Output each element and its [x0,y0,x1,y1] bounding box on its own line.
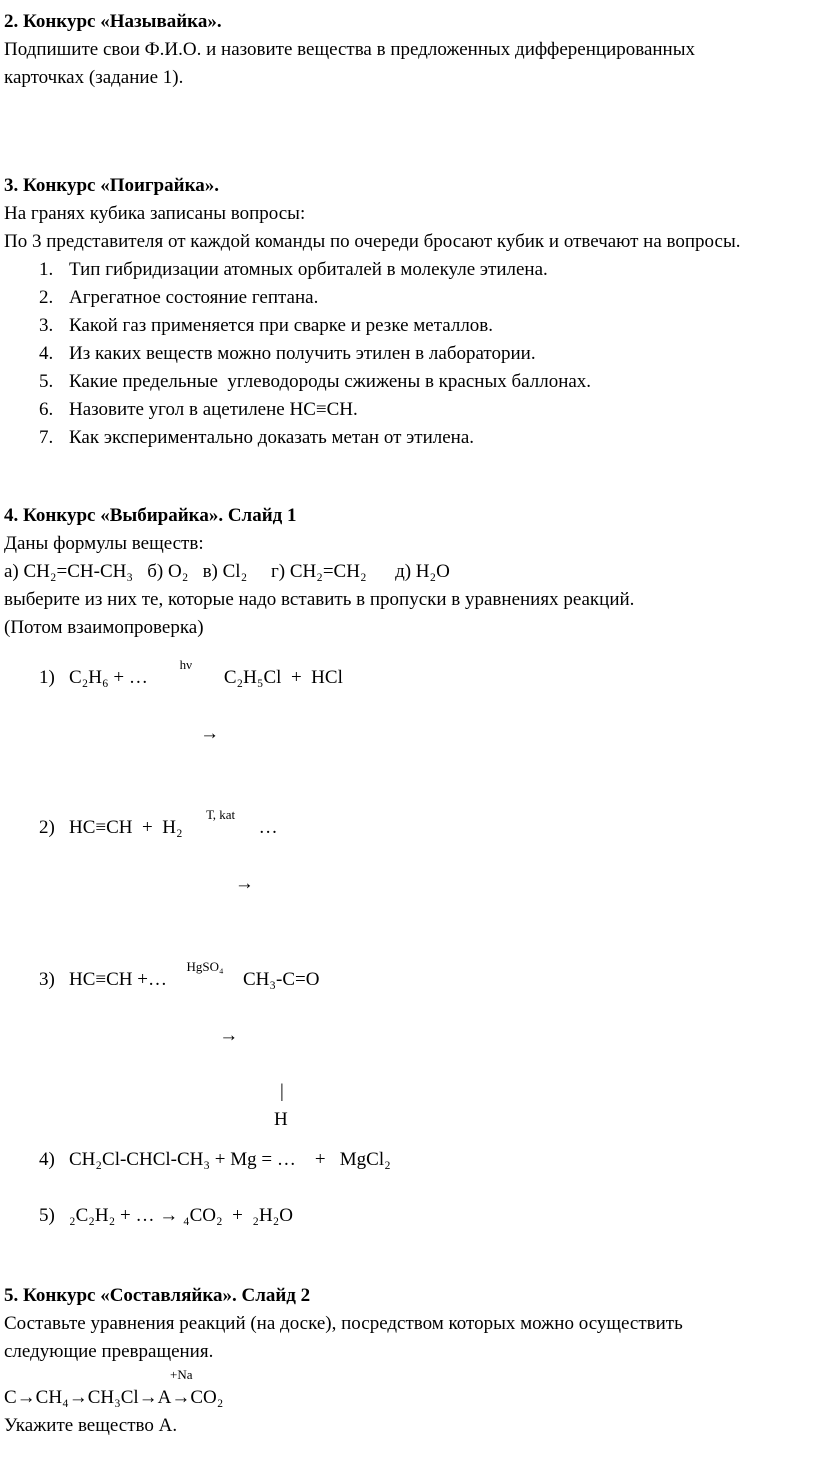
section4-heading: 4. Конкурс «Выбирайка». Слайд 1 [4,505,297,526]
question-number: 2. [39,287,54,308]
formula-options: а) CH₂=CH-CH₃ б) O₂ в) Cl₂ г) CH₂=CH₂ д) H₂O [4,561,450,582]
reaction-reagents: HC≡CH + H₂ [69,817,188,838]
section-2 [4,8,772,92]
question-text: Назовите угол в ацетилене НС≡СН. [69,399,358,420]
question-text: Тип гибридизации атомных орбиталей в молекуле этилена. [69,259,548,280]
section5-footer: Укажите вещество А. [4,1415,178,1436]
arrow-icon: → [200,723,220,744]
reaction-line [4,1146,772,1174]
reaction-line [4,958,772,1078]
transformation-chain: C→CH₄→CH₃Cl→А→CO₂ [4,1387,224,1408]
section3-intro2: По 3 представителя от каждой команды по очереди бросают кубик и отвечают на вопросы. [4,231,741,252]
section-4 [4,502,772,1230]
reaction-arrow-wrap [187,806,254,926]
question-number: 3. [39,315,54,336]
reaction-reagents: HC≡CH +… [69,969,172,990]
reaction-4 [4,1146,772,1174]
condition-label: hν [179,656,193,672]
section3-intro1: На гранях кубика записаны вопросы: [4,203,306,224]
question-number: 5. [39,371,54,392]
reaction-5 [4,1202,772,1230]
question-text: Какой газ применяется при сварке и резке металлов. [69,315,494,336]
reaction-number: 1) [39,667,55,688]
question-item [4,284,772,312]
question-number: 7. [39,427,54,448]
question-list [4,256,772,452]
question-item [4,340,772,368]
question-item [4,396,772,424]
section5-heading: 5. Конкурс «Составляйка». Слайд 2 [4,1285,311,1306]
arrow-icon: → [219,1025,239,1046]
question-number: 6. [39,399,54,420]
question-item [4,312,772,340]
reaction-1 [4,656,772,776]
reaction-products: … [253,817,278,838]
reaction-3 [4,958,772,1134]
condition-label: +Na [170,1367,193,1382]
reaction-number: 2) [39,817,55,838]
question-item [4,368,772,396]
arrow-icon: → [234,873,254,894]
reaction-number: 3) [39,969,55,990]
reaction-number: 4) [39,1149,55,1170]
bond-line: | [280,1081,284,1102]
section3-heading: 3. Конкурс «Поиграйка». [4,175,219,196]
section4-note: (Потом взаимопроверка) [4,617,204,638]
section5-body: Составьте уравнения реакций (на доске), посредством которых можно осуществить следующие превращения. [4,1313,688,1362]
reaction-arrow-wrap [172,958,239,1078]
question-text: Какие предельные углеводороды сжижены в красных баллонах. [69,371,592,392]
question-number: 4. [39,343,54,364]
question-item [4,256,772,284]
reaction-line [4,656,772,776]
section2-body: Подпишите свои Ф.И.О. и назовите вещества в предложенных дифференцированных карточках (задание 1). [4,39,700,88]
reaction-number: 5) [39,1205,55,1226]
reaction-products: C₂H₅Cl + HCl [219,667,343,688]
section4-given: Даны формулы веществ: [4,533,204,554]
section-3 [4,172,772,452]
condition-label: Т, kat [206,806,236,822]
reaction-equation: ₂C₂H₂ + … → ₄CO₂ + ₂H₂O [69,1205,294,1226]
reaction-equation: CH₂Cl-CHCl-CH₃ + Mg = … + MgCl₂ [69,1149,391,1170]
question-text: Как экспериментально доказать метан от этилена. [69,427,475,448]
reaction-reagents: C₂H₆ + … [69,667,153,688]
reaction-line [4,806,772,926]
bonded-atom: H [274,1109,288,1130]
question-text: Агрегатное состояние гептана. [69,287,319,308]
section-5 [4,1282,772,1440]
section2-heading: 2. Конкурс «Называйка». [4,11,222,32]
question-text: Из каких веществ можно получить этилен в лаборатории. [69,343,536,364]
reaction-line [4,1202,772,1230]
section4-instruction: выберите из них те, которые надо вставить в пропуски в уравнениях реакций. [4,589,635,610]
condition-label: HgSO₄ [186,958,224,974]
reaction-arrow-wrap [153,656,220,776]
reaction-2 [4,806,772,926]
question-item [4,424,772,452]
reaction-products: CH₃-C=O [238,969,320,990]
question-number: 1. [39,259,54,280]
